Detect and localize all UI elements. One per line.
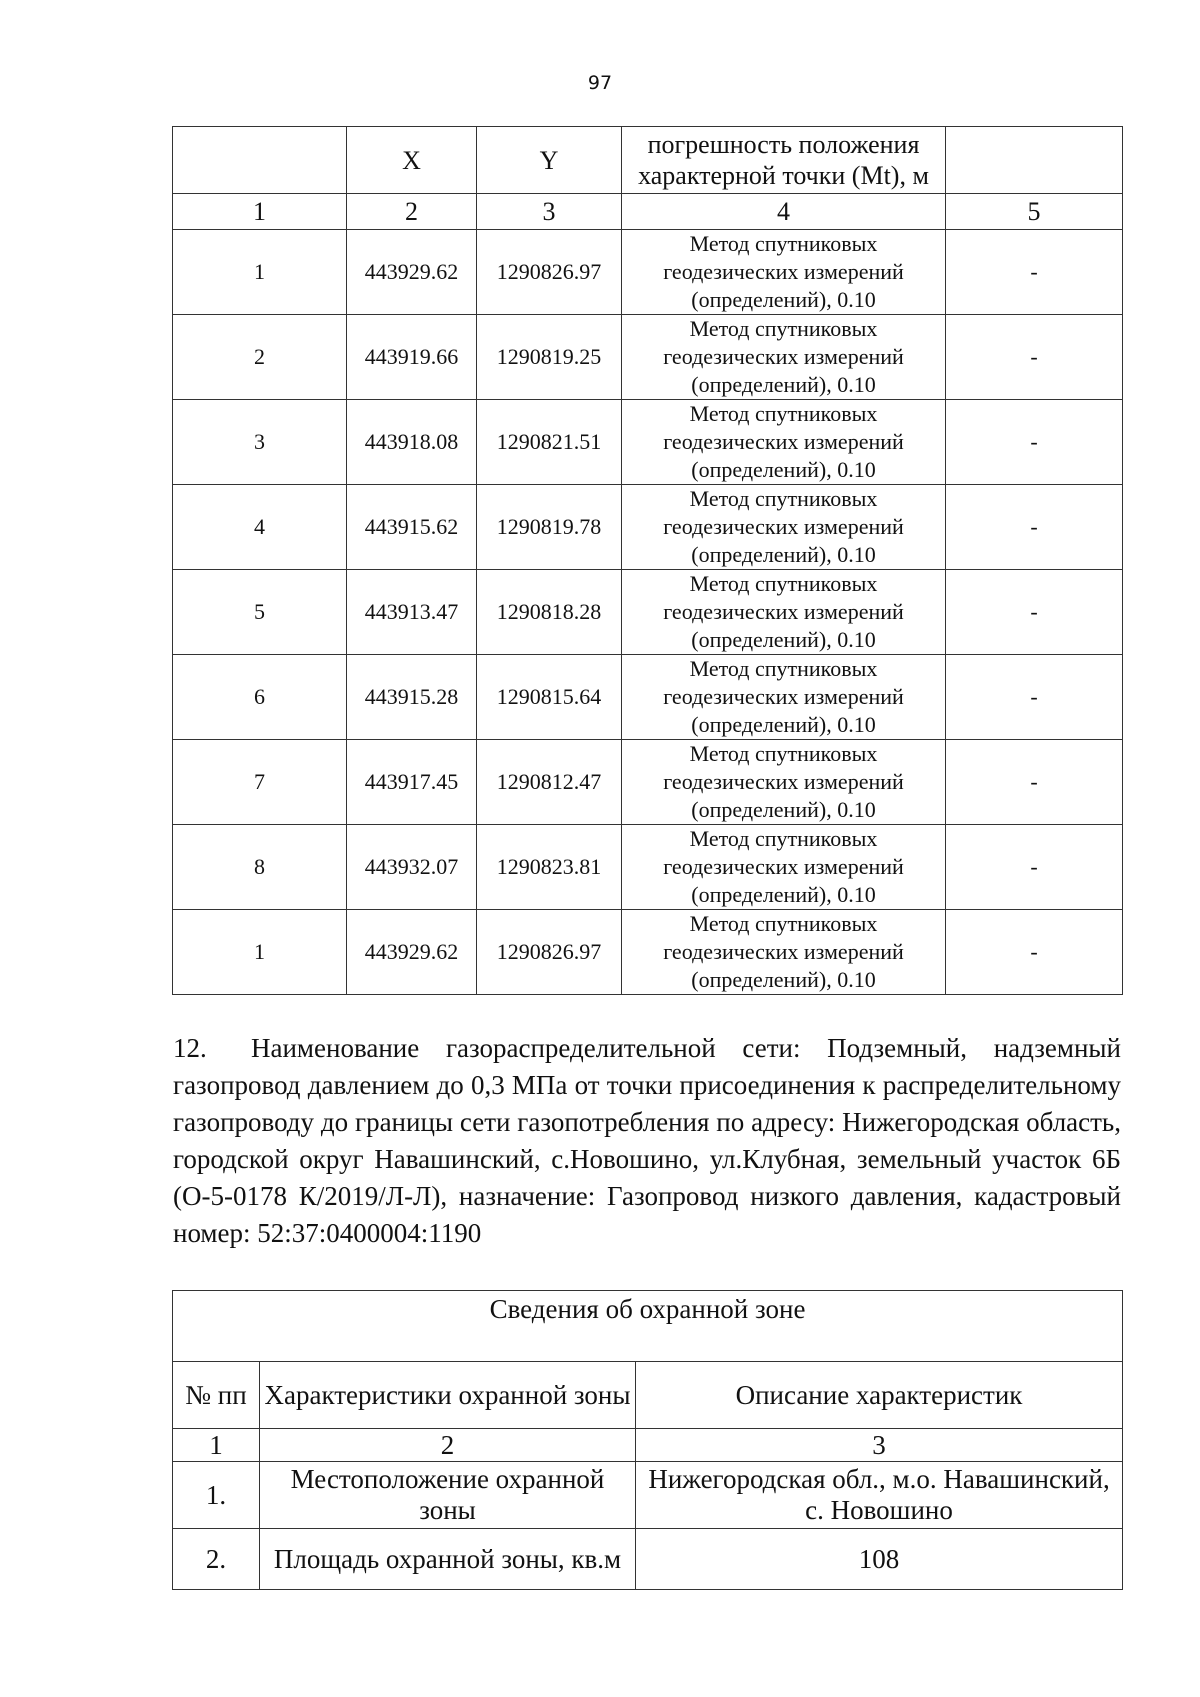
header-y: Y	[477, 127, 622, 194]
column-number: 5	[946, 194, 1123, 230]
header-x: X	[347, 127, 477, 194]
accuracy-method	[622, 825, 946, 910]
col5-value: -	[946, 485, 1123, 570]
method-line: Метод спутниковых	[689, 231, 878, 256]
method-line: геодезических измерений	[663, 939, 904, 964]
col5-value: -	[946, 740, 1123, 825]
point-number: 2	[173, 315, 347, 400]
method-line: Метод спутниковых	[689, 316, 878, 341]
coordinates-body	[173, 230, 1123, 995]
method-line: геодезических измерений	[663, 344, 904, 369]
col5-value: -	[946, 570, 1123, 655]
zone-row-number: 1.	[173, 1462, 260, 1529]
y-coordinate: 1290812.47	[477, 740, 622, 825]
table-row	[173, 315, 1123, 400]
x-coordinate: 443929.62	[347, 230, 477, 315]
method-line: (определений), 0.10	[691, 372, 876, 397]
zone-title-row	[173, 1291, 1123, 1362]
point-number: 4	[173, 485, 347, 570]
col5-value: -	[946, 910, 1123, 995]
section-number: 12.	[173, 1033, 207, 1063]
protection-zone-table	[172, 1290, 1123, 1590]
column-number: 1	[173, 194, 347, 230]
zone-row-number: 2.	[173, 1529, 260, 1590]
method-line: (определений), 0.10	[691, 967, 876, 992]
header-accuracy: погрешность положения характерной точки (Mt), м	[622, 127, 946, 194]
accuracy-method	[622, 655, 946, 740]
page-number: 97	[587, 72, 613, 94]
col5-value: -	[946, 315, 1123, 400]
method-line: (определений), 0.10	[691, 287, 876, 312]
method-line: геодезических измерений	[663, 684, 904, 709]
column-number: 1	[173, 1429, 260, 1462]
method-line: геодезических измерений	[663, 514, 904, 539]
section-text: Наименование газораспределительной сети: Подземный, надземный газопровод давлением до 0,3 МПа от точки присоединения к распределительному газопроводу до границы сети газопотребления по адресу: Нижегородская область, городской округ Навашинский, с.Новошино, ул.Клубная, земельный участок 6Б (О-5-0178 К/2019/Л-Л), назначение: Газопровод низкого давления, кадастровый номер: 52:37:0400004:1190	[173, 1033, 1121, 1248]
point-number: 8	[173, 825, 347, 910]
accuracy-method	[622, 230, 946, 315]
y-coordinate: 1290818.28	[477, 570, 622, 655]
point-number: 3	[173, 400, 347, 485]
zone-row-characteristic: Площадь охранной зоны, кв.м	[260, 1529, 636, 1590]
col5-value: -	[946, 825, 1123, 910]
method-line: (определений), 0.10	[691, 457, 876, 482]
method-line: Метод спутниковых	[689, 911, 878, 936]
table-row	[173, 570, 1123, 655]
table-row	[173, 655, 1123, 740]
header-cell	[173, 127, 347, 194]
method-line: Метод спутниковых	[689, 826, 878, 851]
table-row	[173, 740, 1123, 825]
table-row	[173, 400, 1123, 485]
coordinates-header-row	[173, 127, 1123, 194]
zone-table-title: Сведения об охранной зоне	[173, 1291, 1123, 1362]
x-coordinate: 443932.07	[347, 825, 477, 910]
zone-header-number: № пп	[173, 1362, 260, 1429]
y-coordinate: 1290821.51	[477, 400, 622, 485]
method-line: (определений), 0.10	[691, 542, 876, 567]
network-description	[173, 1030, 1121, 1252]
point-number: 6	[173, 655, 347, 740]
col5-value: -	[946, 400, 1123, 485]
x-coordinate: 443915.62	[347, 485, 477, 570]
point-number: 5	[173, 570, 347, 655]
table-row	[173, 825, 1123, 910]
x-coordinate: 443918.08	[347, 400, 477, 485]
zone-row	[173, 1529, 1123, 1590]
zone-header-row	[173, 1362, 1123, 1429]
zone-row-description: 108	[636, 1529, 1123, 1590]
method-line: Метод спутниковых	[689, 401, 878, 426]
method-line: (определений), 0.10	[691, 882, 876, 907]
header-cell	[946, 127, 1123, 194]
x-coordinate: 443917.45	[347, 740, 477, 825]
column-number: 3	[477, 194, 622, 230]
point-number: 1	[173, 910, 347, 995]
y-coordinate: 1290826.97	[477, 910, 622, 995]
col5-value: -	[946, 230, 1123, 315]
zone-header-characteristic: Характеристики охранной зоны	[260, 1362, 636, 1429]
accuracy-method	[622, 910, 946, 995]
column-number: 2	[347, 194, 477, 230]
method-line: (определений), 0.10	[691, 627, 876, 652]
accuracy-method	[622, 315, 946, 400]
coordinates-table	[172, 126, 1123, 995]
column-number: 3	[636, 1429, 1123, 1462]
column-number-row	[173, 194, 1123, 230]
zone-row	[173, 1462, 1123, 1529]
x-coordinate: 443919.66	[347, 315, 477, 400]
column-number: 2	[260, 1429, 636, 1462]
method-line: геодезических измерений	[663, 429, 904, 454]
y-coordinate: 1290819.78	[477, 485, 622, 570]
method-line: геодезических измерений	[663, 259, 904, 284]
x-coordinate: 443915.28	[347, 655, 477, 740]
zone-row-description: Нижегородская обл., м.о. Навашинский, с. Новошино	[636, 1462, 1123, 1529]
method-line: (определений), 0.10	[691, 797, 876, 822]
accuracy-method	[622, 570, 946, 655]
method-line: Метод спутниковых	[689, 486, 878, 511]
accuracy-method	[622, 740, 946, 825]
method-line: Метод спутниковых	[689, 741, 878, 766]
point-number: 1	[173, 230, 347, 315]
accuracy-method	[622, 485, 946, 570]
table-row	[173, 485, 1123, 570]
table-row	[173, 910, 1123, 995]
method-line: Метод спутниковых	[689, 571, 878, 596]
accuracy-method	[622, 400, 946, 485]
col5-value: -	[946, 655, 1123, 740]
x-coordinate: 443929.62	[347, 910, 477, 995]
column-number: 4	[622, 194, 946, 230]
method-line: (определений), 0.10	[691, 712, 876, 737]
method-line: геодезических измерений	[663, 599, 904, 624]
zone-header-description: Описание характеристик	[636, 1362, 1123, 1429]
y-coordinate: 1290826.97	[477, 230, 622, 315]
y-coordinate: 1290823.81	[477, 825, 622, 910]
x-coordinate: 443913.47	[347, 570, 477, 655]
zone-row-characteristic: Местоположение охранной зоны	[260, 1462, 636, 1529]
method-line: геодезических измерений	[663, 769, 904, 794]
point-number: 7	[173, 740, 347, 825]
y-coordinate: 1290815.64	[477, 655, 622, 740]
y-coordinate: 1290819.25	[477, 315, 622, 400]
method-line: геодезических измерений	[663, 854, 904, 879]
method-line: Метод спутниковых	[689, 656, 878, 681]
table-row	[173, 230, 1123, 315]
zone-column-number-row	[173, 1429, 1123, 1462]
